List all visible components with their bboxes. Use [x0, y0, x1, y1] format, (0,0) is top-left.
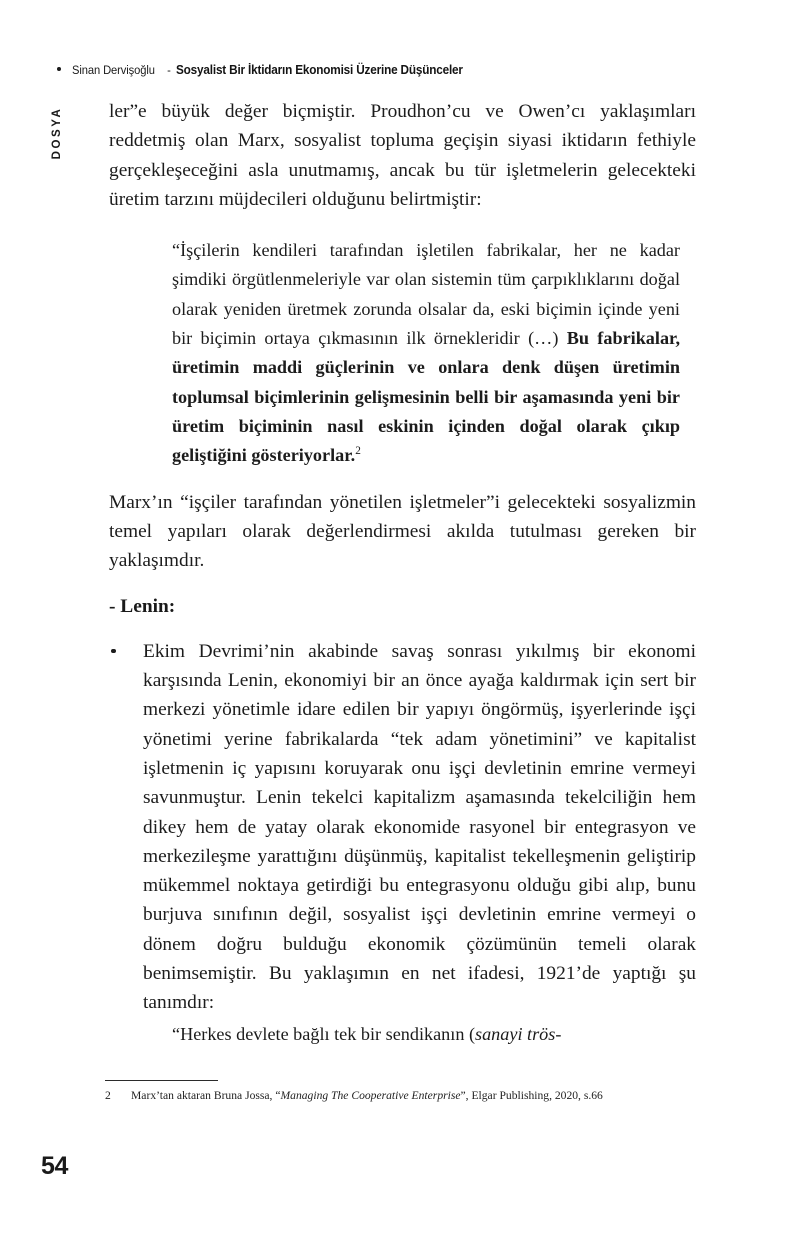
bullet-item-text: Ekim Devrimi’nin akabinde savaş sonrası yıkılmış bir ekonomi karşısında Lenin, ekonomiyi bir an önce ayağa kaldırmak için sert bir merkezi yönetimle idare edilen bir yapıyı öngörmüş, işyerlerinde işçi yönetimi yerine fabrikalarda “tek adam yönetimini” ve kapitalist işletmenin iç yapısını koruyarak onu işçi devletinin emrine vermeyi savunmuştur. Lenin tekelci kapitalizm aşamasında tekelciliğin hem dikey hem de yatay olarak ekonomide rasyonel bir entegrasyon ve merkezileşme yarattığını düşünmüş, kapitalist tekelleşmenin geliştirip mükemmel noktaya getirdiği bu entegrasyonu olduğu gibi alıp, bunu burjuva sınıfının değil, sosyalist işçi devletinin emrine vermeyi o dönem doğru bulduğu ekonomik çözümünün temeli olarak benimsemiştir. Bu yaklaşımın en net ifadesi, 1921’de yaptığı şu tanımdır:	[143, 640, 696, 1014]
footnote-book-title: Managing The Cooperative Enterprise	[280, 1089, 461, 1102]
footnote-text-after: ”, Elgar Publishing, 2020, s.66	[460, 1089, 603, 1102]
block-quote-lenin	[109, 1020, 696, 1049]
running-header	[57, 62, 488, 77]
section-marker-label: DOSYA	[51, 106, 63, 160]
block-quote-italic-text: sanayi trös-	[475, 1023, 562, 1044]
header-author: Sinan Dervişoğlu	[72, 63, 155, 77]
footnote-text-before: Marx’tan aktaran Bruna Jossa, “	[131, 1089, 281, 1102]
spacer	[109, 214, 696, 236]
block-quote-regular-text: “İşçilerin kendileri tarafından işletilen fabrikalar, her ne kadar şimdiki örgütlenmeleriyle var olan sistemin tüm çarpıklıklarını doğal olarak yeniden üretmek zorunda olsalar da, eski biçimin içinde yeni bir biçimin ortaya çıkmasının ilk örnekleridir (…)	[172, 240, 680, 349]
text-column	[109, 97, 696, 1049]
paragraph-marx-assessment: Marx’ın “işçiler tarafından yönetilen işletmeler”i gelecekteki sosyalizmin temel yapıları olarak değerlendirmesi akılda tutulması gereken bir yaklaşımdır.	[109, 491, 696, 572]
header-separator: -	[164, 63, 174, 77]
footnote-number: 2	[105, 1089, 111, 1102]
header-article-title: Sosyalist Bir İktidarın Ekonomisi Üzerine Düşünceler	[176, 62, 463, 77]
spacer	[109, 471, 696, 488]
spacer	[109, 622, 696, 637]
bullet-list-item-lenin	[109, 637, 696, 1018]
block-quote-marx	[109, 236, 696, 470]
footnote-entry-2	[105, 1088, 697, 1105]
block-quote-bold-text: Bu fabrikalar, üretimin maddi güçlerinin ve onlara denk düşen üretimin toplumsal biçimlerinin gelişmesinin belli bir aşamasında yeni bir üretim biçiminin nasıl eskinin içinden doğal olarak çıkıp geliştiğini gösteriyorlar.	[172, 328, 680, 466]
section-marker-dosya	[46, 98, 68, 168]
list-bullet-icon	[111, 649, 116, 654]
block-quote-lead-text: “Herkes devlete bağlı tek bir sendikanın (	[172, 1023, 476, 1044]
page-number: 54	[41, 1152, 69, 1180]
footnote-reference-2[interactable]: 2	[355, 445, 361, 458]
sub-heading-lenin: - Lenin:	[109, 596, 176, 618]
paragraph-continuation: ler”e büyük değer biçmiştir. Proudhon’cu ve Owen’cı yaklaşımları reddetmiş olan Marx, sosyalist topluma geçişin siyasi iktidarın fethiyle gerçekleşeceğini asla unutmamış, ancak bu tür işletmelerin gelecekteki üretim tarzını müjdecileri olduğunu belirtmiştir:	[109, 101, 696, 210]
footnote-area	[105, 1080, 697, 1105]
header-bullet-icon	[57, 67, 61, 71]
footnote-separator-rule	[105, 1080, 218, 1081]
spacer	[109, 575, 696, 592]
